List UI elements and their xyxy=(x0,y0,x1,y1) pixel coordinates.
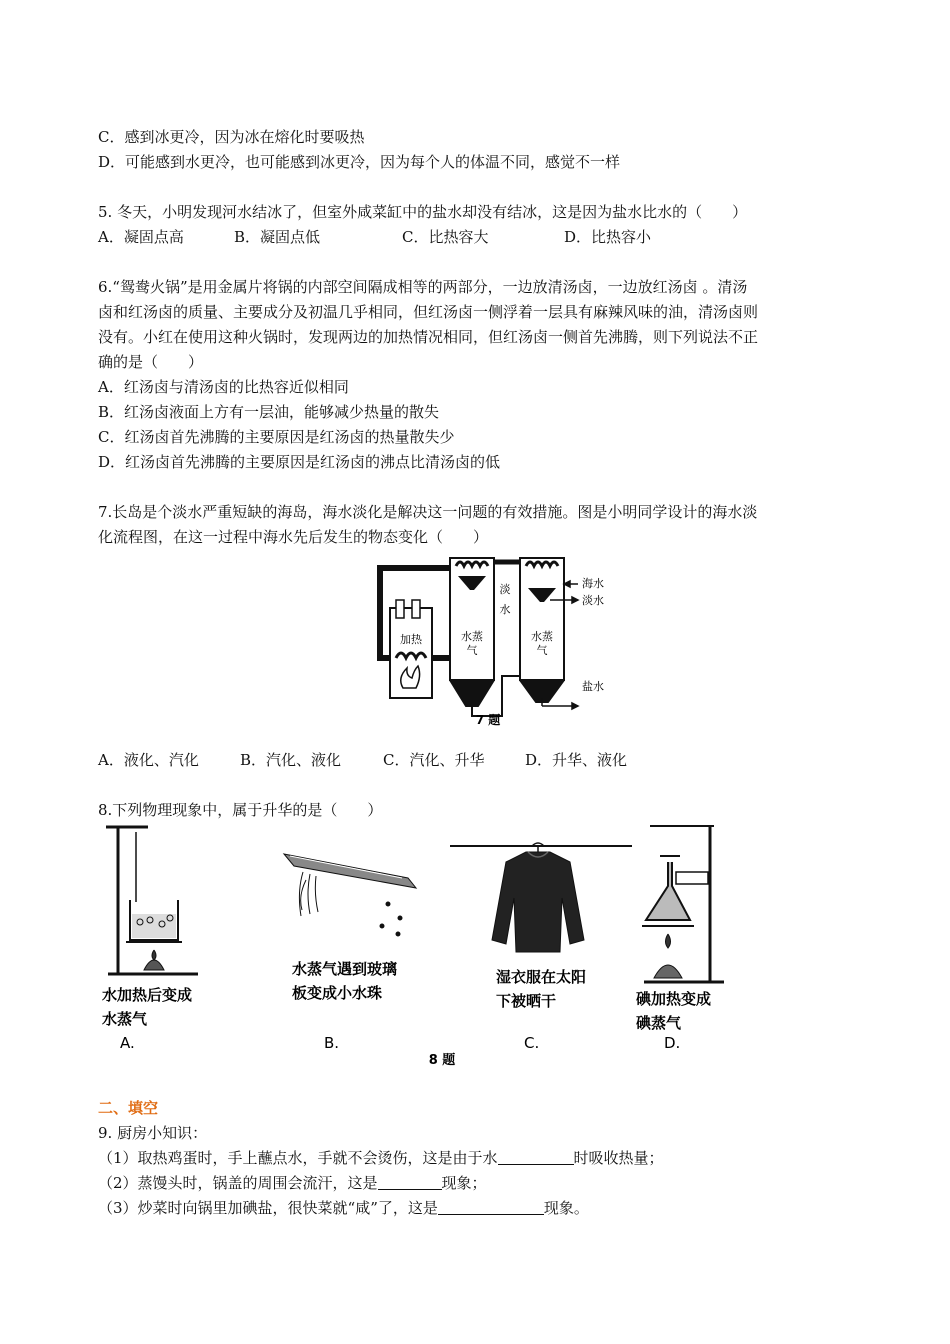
q5-option-c: C．比热容大 xyxy=(402,228,489,246)
panel-c-letter: C. xyxy=(524,1034,540,1052)
panel-b-letter: B. xyxy=(324,1034,340,1052)
q9-item-2 xyxy=(98,1173,487,1193)
section-title: 二、填空 xyxy=(98,1099,159,1117)
q9-blank-1[interactable] xyxy=(498,1149,574,1165)
steam-label-1b: 气 xyxy=(466,644,478,657)
q8-stem: 8.下列物理现象中，属于升华的是（ ） xyxy=(98,801,383,819)
q9-item-3-tail: 现象。 xyxy=(543,1199,589,1217)
q9-item-2-text: （2）蒸馒头时，锅盖的周围会流汗，这是 xyxy=(98,1174,378,1192)
q5-options xyxy=(98,227,651,247)
q9-blank-3[interactable] xyxy=(438,1199,544,1215)
q6-option-d: D．红汤卤首先沸腾的主要原因是红汤卤的沸点比清汤卤的低 xyxy=(98,453,501,471)
q7-option-c: C．汽化、升华 xyxy=(383,751,485,769)
panel-b-text-2: 板变成小水珠 xyxy=(292,984,383,1002)
sea-water-label: 海水 xyxy=(582,577,604,590)
q9-item-1-tail: 时吸收热量； xyxy=(573,1149,664,1167)
q7-option-a: A．液化、汽化 xyxy=(98,751,199,769)
q9-item-2-tail: 现象； xyxy=(441,1174,487,1192)
q8-caption: 8 题 xyxy=(428,1053,456,1068)
q9-blank-2[interactable] xyxy=(378,1174,442,1190)
q9-item-1-text: （1）取热鸡蛋时，手上蘸点水，手就不会烫伤，这是由于水 xyxy=(98,1149,498,1167)
steam-label-2b: 气 xyxy=(536,644,548,657)
q6-option-a: A．红汤卤与清汤卤的比热容近似相同 xyxy=(98,378,349,396)
q6-option-c: C．红汤卤首先沸腾的主要原因是红汤卤的热量散失少 xyxy=(98,428,455,446)
q7-option-b: B．汽化、液化 xyxy=(240,751,342,769)
q6-stem-line: 没有。小红在使用这种火锅时，发现两边的加热情况相同，但红汤卤一侧首先沸腾，则下列说法不正 xyxy=(98,328,759,346)
steam-label-2a: 水蒸 xyxy=(531,630,553,643)
panel-b-illustration xyxy=(284,854,416,936)
steam-label-1a: 水蒸 xyxy=(461,630,483,643)
panel-d-text-1: 碘加热变成 xyxy=(636,990,712,1008)
fresh-water-label-b: 水 xyxy=(499,603,511,616)
q9-item-3 xyxy=(98,1198,589,1218)
panel-a-letter: A. xyxy=(120,1034,135,1052)
panel-a-illustration xyxy=(106,827,198,974)
panel-a-text-1: 水加热后变成 xyxy=(102,986,193,1004)
q5-option-a: A．凝固点高 xyxy=(98,228,184,246)
heat-label: 加热 xyxy=(400,633,422,646)
q6-stem-line: 确的是（ ） xyxy=(98,353,204,371)
q6-stem-line: 卤和红汤卤的质量、主要成分及初温几乎相同，但红汤卤一侧浮着一层具有麻辣风味的油，清汤卤则 xyxy=(98,303,759,321)
panel-d-text-2: 碘蒸气 xyxy=(636,1014,682,1032)
brine-label: 盐水 xyxy=(582,680,604,693)
q7-options xyxy=(98,750,627,770)
panel-b-text-1: 水蒸气遇到玻璃 xyxy=(292,960,398,978)
panel-a-text-2: 水蒸气 xyxy=(102,1010,148,1028)
q4-option-d: D．可能感到水更冷，也可能感到冰更冷，因为每个人的体温不同，感觉不一样 xyxy=(98,153,621,171)
panel-d-illustration xyxy=(642,826,724,982)
q5-stem: 5. 冬天，小明发现河水结冰了，但室外咸菜缸中的盐水却没有结冰，这是因为盐水比水的（ ） xyxy=(98,203,748,221)
column-2 xyxy=(520,558,564,680)
q6-stem-line: 6.“鸳鸯火锅”是用金属片将锅的内部空间隔成相等的两部分，一边放清汤卤，一边放红汤卤 。清汤 xyxy=(98,278,748,296)
fresh-water-label-a: 淡 xyxy=(499,583,511,596)
desalination-diagram xyxy=(370,548,620,732)
panel-d-letter: D. xyxy=(664,1034,681,1052)
q7-stem-line: 化流程图，在这一过程中海水先后发生的物态变化（ ） xyxy=(98,528,489,546)
q7-caption: 7 题 xyxy=(475,713,501,727)
q7-option-d: D．升华、液化 xyxy=(525,751,628,769)
q9-stem: 9. 厨房小知识： xyxy=(98,1124,208,1142)
q6-option-b: B．红汤卤液面上方有一层油，能够减少热量的散失 xyxy=(98,403,440,421)
q9-item-1 xyxy=(98,1148,664,1168)
q5-option-b: B．凝固点低 xyxy=(234,228,321,246)
q9-item-3-text: （3）炒菜时向锅里加碘盐，很快菜就“咸”了，这是 xyxy=(98,1199,438,1217)
q5-option-d: D．比热容小 xyxy=(564,228,652,246)
panel-c-text-1: 湿衣服在太阳 xyxy=(496,968,587,986)
q4-option-c: C．感到冰更冷，因为冰在熔化时要吸热 xyxy=(98,128,365,146)
panel-c-text-2: 下被晒干 xyxy=(496,992,557,1010)
fresh-water-out-label: 淡水 xyxy=(582,594,604,607)
panel-c-illustration xyxy=(450,843,632,952)
phenomena-figure xyxy=(98,822,738,1072)
q7-stem-line: 7.长岛是个淡水严重短缺的海岛，海水淡化是解决这一问题的有效措施。图是小明同学设计的海水淡 xyxy=(98,503,758,521)
